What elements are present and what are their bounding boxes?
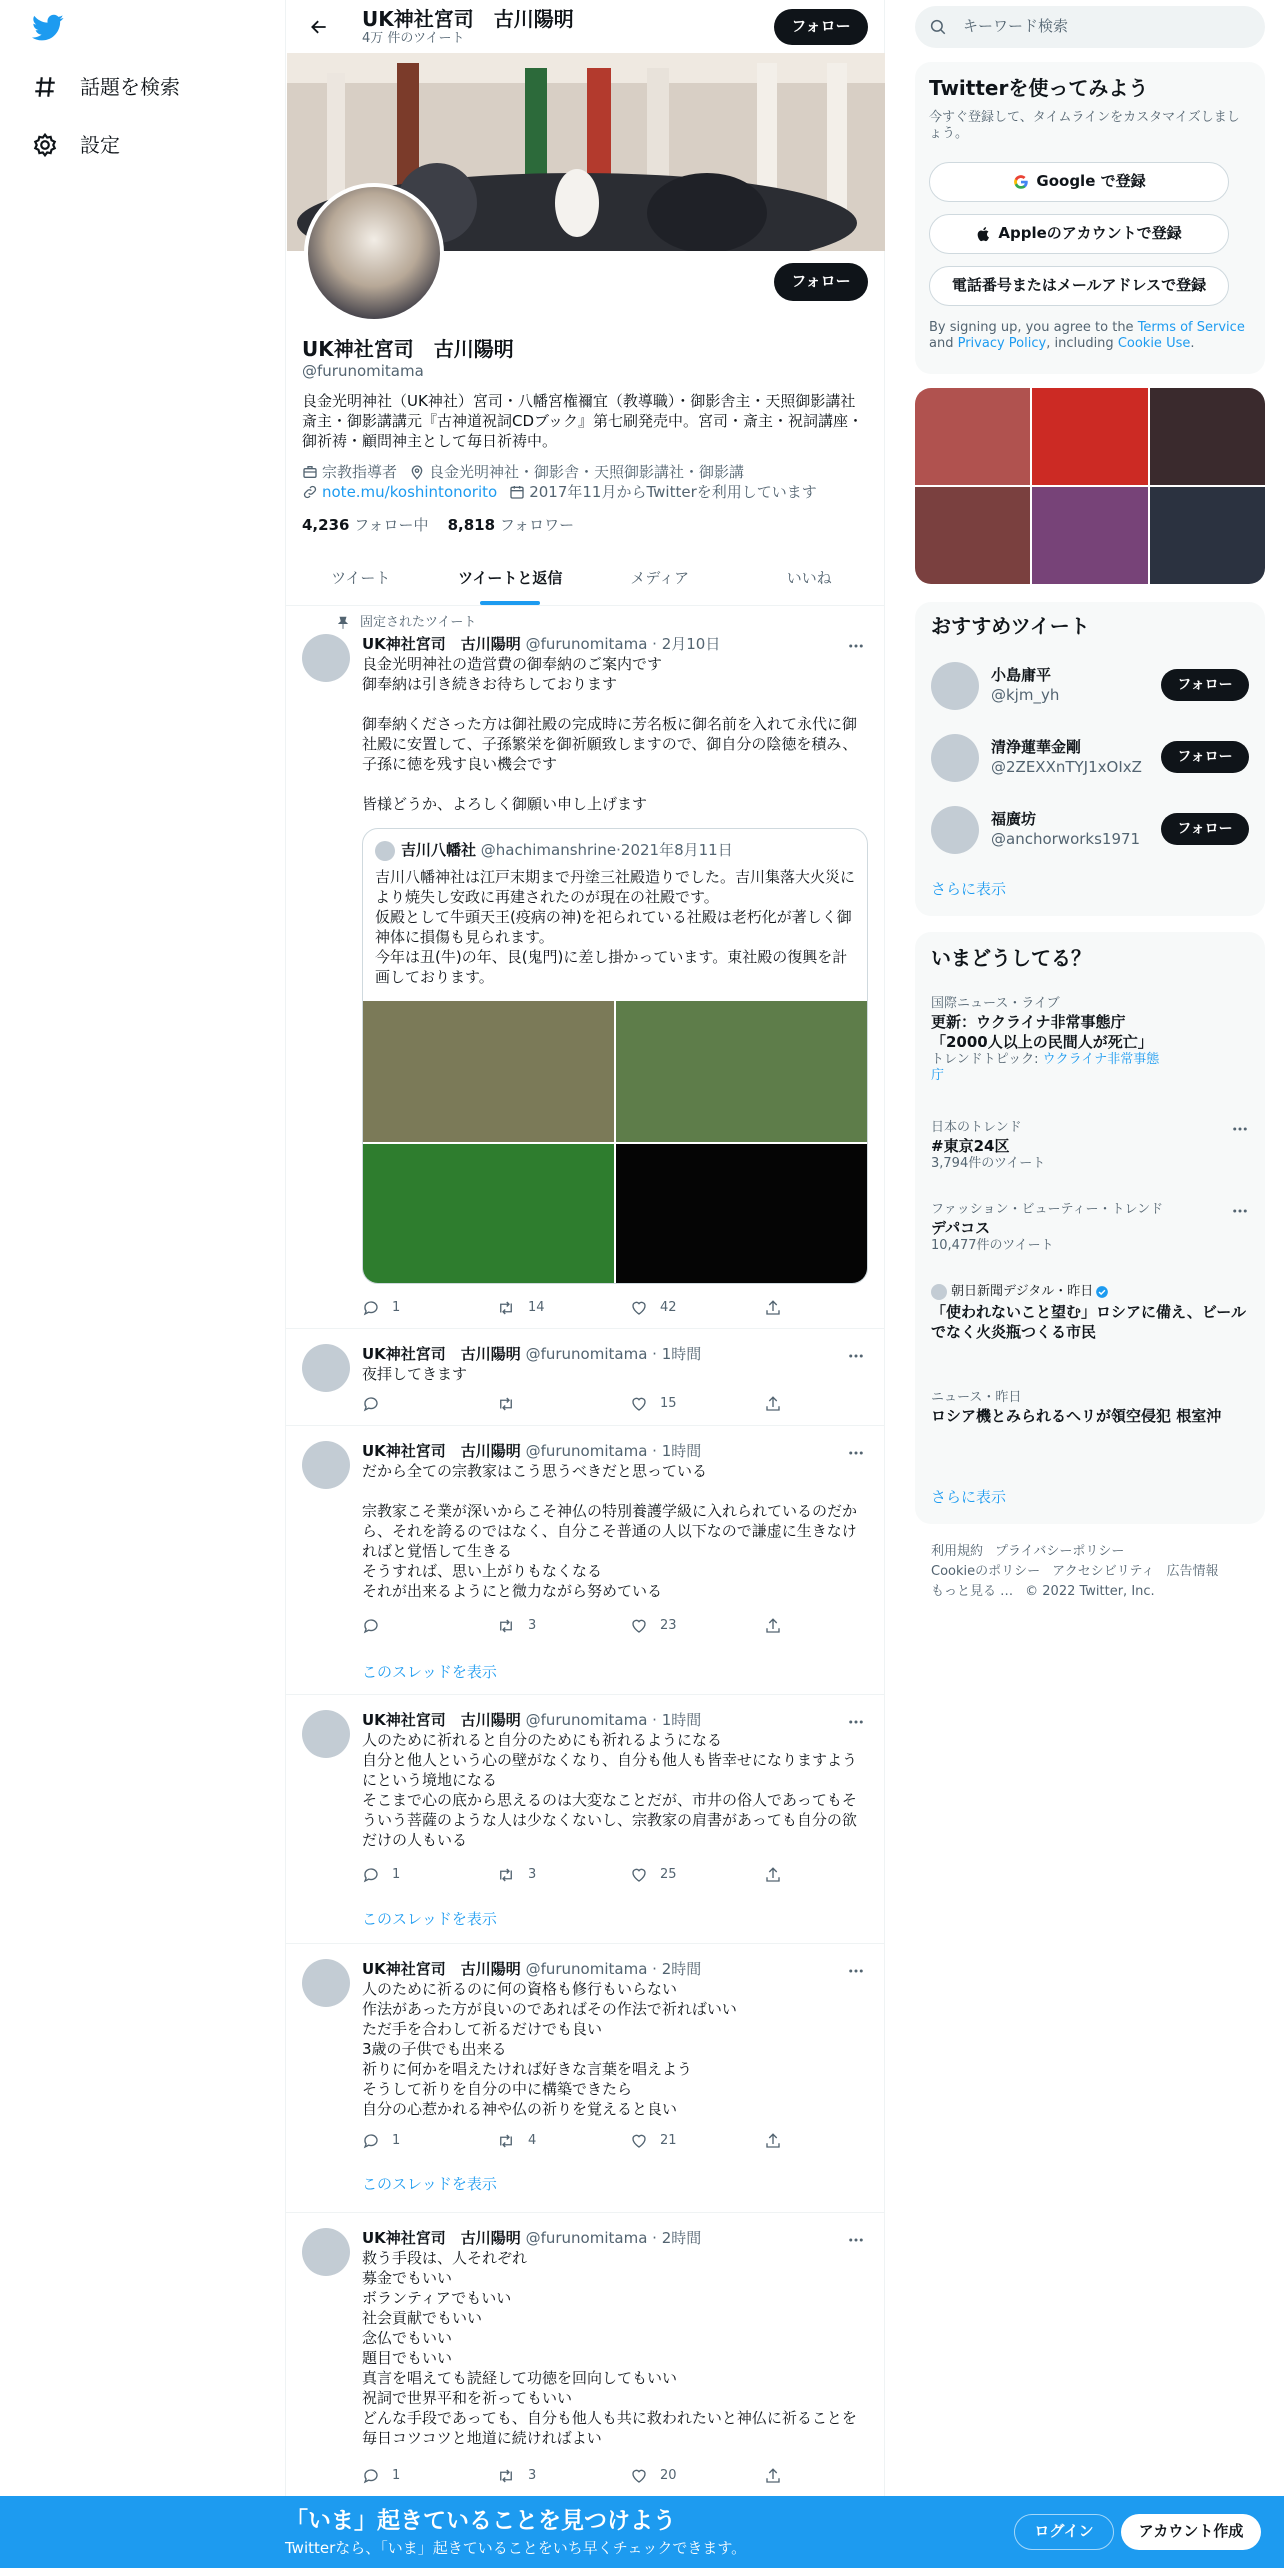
- footer-accessibility-link[interactable]: アクセシビリティ: [1052, 1564, 1155, 1579]
- profile-location: [409, 462, 744, 482]
- trend-count: 10,477件のツイート: [931, 1238, 1054, 1253]
- show-thread-link[interactable]: このスレッドを表示: [362, 1663, 497, 1681]
- trend-count: 3,794件のツイート: [931, 1156, 1046, 1171]
- retweet-count: 3: [528, 1867, 537, 1883]
- join-subtitle: 今すぐ登録して、タイムラインをカスタマイズしましょう。: [929, 110, 1240, 141]
- tweet-item[interactable]: [286, 1945, 884, 2213]
- heart-icon: [630, 2132, 660, 2150]
- quoted-avatar: [375, 841, 395, 861]
- media-thumb-2[interactable]: [1032, 388, 1147, 485]
- retweet-count: 3: [528, 2468, 537, 2484]
- tab-tweets[interactable]: ツイート: [331, 569, 391, 588]
- trends-title: いまどうしてる？: [931, 946, 1091, 970]
- nav-explore-label: 話題を検索: [80, 74, 180, 99]
- tweet-item[interactable]: [286, 606, 884, 1329]
- heart-icon: [630, 2467, 660, 2485]
- reply-icon: [362, 1866, 392, 1884]
- profile-meta: [302, 462, 870, 502]
- nav-settings[interactable]: [32, 125, 120, 165]
- tweet-avatar[interactable]: [302, 1441, 350, 1489]
- profile-joined-label: 2017年11月からTwitterを利用しています: [529, 483, 817, 501]
- footer-terms-link[interactable]: 利用規約: [931, 1544, 984, 1559]
- like-count: 23: [660, 1618, 677, 1634]
- google-signup-label: Google で登録: [1036, 172, 1146, 191]
- show-thread-link[interactable]: このスレッドを表示: [362, 2175, 497, 2193]
- header-follow-button[interactable]: フォロー: [774, 9, 868, 45]
- apple-icon: [976, 225, 998, 243]
- tweet-avatar[interactable]: [302, 1344, 350, 1392]
- reply-count: 1: [392, 2468, 401, 2484]
- share-button[interactable]: [764, 2466, 794, 2486]
- tweet-author-name[interactable]: UK神社宮司 古川陽明: [362, 2229, 521, 2247]
- suggestion-name: 小島庸平: [991, 666, 1052, 684]
- header-tweet-count: 4万 件のツイート: [362, 30, 465, 46]
- search-box[interactable]: [915, 6, 1265, 48]
- source-avatar: [931, 1284, 947, 1300]
- more-options-icon[interactable]: [846, 1443, 866, 1463]
- trends-panel: [915, 932, 1265, 1524]
- media-thumb-6[interactable]: [1150, 487, 1265, 584]
- retweet-icon: [496, 1866, 528, 1884]
- retweet-count: 14: [528, 1300, 545, 1316]
- reply-icon: [362, 1299, 392, 1317]
- recommended-show-more[interactable]: さらに表示: [931, 880, 1007, 898]
- tweet-item[interactable]: [286, 1330, 884, 1426]
- retweet-button[interactable]: [496, 1394, 630, 1414]
- apple-signup-label: Appleのアカウントで登録: [998, 224, 1182, 243]
- heart-icon: [630, 1395, 660, 1413]
- reply-count: 1: [392, 1867, 401, 1883]
- left-nav: [0, 0, 285, 2568]
- like-count: 21: [660, 2133, 677, 2149]
- more-options-icon[interactable]: [846, 1712, 866, 1732]
- nav-settings-label: 設定: [80, 132, 120, 157]
- suggestion-name: 清浄蓮華金剛: [991, 738, 1082, 756]
- suggestion-handle: @anchorworks1971: [991, 830, 1141, 848]
- nav-explore[interactable]: [32, 67, 180, 107]
- trend-category: ファッション・ビューティー・トレンド: [931, 1202, 1164, 1217]
- profile-category-label: 宗教指導者: [322, 463, 398, 481]
- suggestion-handle: @2ZEXXnTYJ1xOIxZ: [991, 758, 1142, 776]
- like-button[interactable]: [630, 2466, 764, 2486]
- quoted-tweet-header: 吉川八幡社 @hachimanshrine · 2021年8月11日: [375, 841, 733, 861]
- share-icon: [764, 1395, 794, 1413]
- tweet-time[interactable]: 1時間: [661, 1442, 702, 1460]
- tweet-handle[interactable]: @furunomitama: [525, 1442, 648, 1460]
- media-thumb-5[interactable]: [1032, 487, 1147, 584]
- trend-item[interactable]: [931, 996, 1249, 1084]
- share-button[interactable]: [764, 1394, 794, 1414]
- trend-title: 更新：ウクライナ非常事態庁 「2000人以上の民間人が死亡」: [931, 1013, 1153, 1051]
- login-button[interactable]: ログイン: [1014, 2514, 1114, 2550]
- suggestion-follow-button[interactable]: フォロー: [1161, 813, 1249, 845]
- tweet-avatar[interactable]: [302, 634, 350, 682]
- trend-category: 日本のトレンド: [931, 1120, 1022, 1135]
- like-button[interactable]: [630, 2131, 764, 2151]
- like-button[interactable]: [630, 1394, 764, 1414]
- tweet-text: 人のために祈れると自分のためにも祈れるようになる 自分と他人という心の壁がなくなり、自分も他人も皆幸せになりますようにという境地になる そこまで心の底から思えるのは大変なことだが、市井の俗人であってもそういう菩薩のような人は少なくないし、宗教家の肩書があっても自分の欲だけの人もいる: [362, 1731, 858, 1849]
- heart-icon: [630, 1866, 660, 1884]
- quoted-author-name: 吉川八幡社: [401, 841, 477, 860]
- like-button[interactable]: [630, 1616, 764, 1636]
- more-options-icon[interactable]: [846, 2230, 866, 2250]
- followers-count: 8,818: [447, 516, 496, 534]
- tweet-header: UK神社宮司 古川陽明 @furunomitama · 2時間: [362, 1960, 702, 1978]
- trend-category: ニュース・昨日: [931, 1390, 1022, 1405]
- recommended-title: おすすめツイート: [931, 614, 1090, 638]
- tweet-author-name[interactable]: UK神社宮司 古川陽明: [362, 1711, 521, 1729]
- profile-follow-button[interactable]: フォロー: [774, 263, 868, 301]
- tab-likes[interactable]: いいね: [786, 569, 832, 588]
- tweet-header: UK神社宮司 古川陽明 @furunomitama · 1時間: [362, 1442, 702, 1460]
- share-icon: [764, 1617, 794, 1635]
- tweet-handle[interactable]: @furunomitama: [525, 1711, 648, 1729]
- quoted-time: 2021年8月11日: [620, 841, 733, 860]
- briefcase-icon: [302, 464, 322, 480]
- link-icon: [302, 484, 322, 500]
- trend-title: 「使われないこと望む」ロシアに備え、ビールでなく火炎瓶つくる市民: [931, 1303, 1247, 1341]
- suggestion-item[interactable]: [931, 806, 1249, 854]
- terms-of-service-link[interactable]: Terms of Service: [1137, 320, 1245, 335]
- share-button[interactable]: [764, 1865, 794, 1885]
- tweet-text: 人のために祈るのに何の資格も修行もいらない 作法があった方が良いのであればその作法で祈ればいい ただ手を合わして祈るだけでも良い 3歳の子供でも出来る 祈りに何かを唱えたければ好きな言葉を唱えよう そうして祈りを自分の中に構築できたら 自分の心惹かれる神や仏の祈りを覚えると良い: [362, 1980, 737, 2118]
- tweet-item[interactable]: [286, 2214, 884, 2496]
- footer-ads-link[interactable]: 広告情報: [1166, 1564, 1219, 1579]
- bottom-bar-title: 「いま」起きていることを見つけよう: [285, 2508, 676, 2534]
- reply-button[interactable]: [362, 1616, 496, 1636]
- profile-handle: @furunomitama: [302, 362, 424, 380]
- quoted-handle: @hachimanshrine: [480, 841, 617, 860]
- search-placeholder: キーワード検索: [963, 17, 1069, 36]
- tweet-item[interactable]: [286, 1427, 884, 1695]
- suggestion-avatar[interactable]: [931, 662, 979, 710]
- quoted-photo-3[interactable]: [363, 1144, 614, 1285]
- more-options-icon[interactable]: [1231, 1120, 1249, 1138]
- retweet-button[interactable]: [496, 1616, 630, 1636]
- profile-tabs: [286, 553, 884, 606]
- tweet-time[interactable]: 1時間: [661, 1345, 702, 1363]
- pinned-text: 固定されたツイート: [360, 615, 477, 630]
- retweet-icon: [496, 1617, 528, 1635]
- trend-item[interactable]: [931, 1120, 1249, 1172]
- retweet-button[interactable]: [496, 1865, 630, 1885]
- following-link[interactable]: [302, 516, 429, 534]
- profile-joined: [509, 482, 817, 502]
- reply-button[interactable]: [362, 1394, 496, 1414]
- tweet-header: UK神社宮司 古川陽明 @furunomitama · 1時間: [362, 1711, 702, 1729]
- profile-stats: [302, 516, 574, 536]
- more-options-icon[interactable]: [846, 1961, 866, 1981]
- tweet-actions: [362, 2466, 802, 2486]
- share-icon: [764, 1866, 794, 1884]
- tweet-text: 夜拝してきます: [362, 1365, 468, 1383]
- reply-count: 1: [392, 1300, 401, 1316]
- suggestion-avatar[interactable]: [931, 806, 979, 854]
- trend-topic-label: トレンドトピック:: [931, 1052, 1043, 1067]
- share-icon: [764, 2467, 794, 2485]
- suggestion-follow-button[interactable]: フォロー: [1161, 741, 1249, 773]
- share-button[interactable]: [764, 2131, 794, 2151]
- reply-icon: [362, 2467, 392, 2485]
- trend-category: 朝日新聞デジタル・昨日: [951, 1284, 1094, 1299]
- tweet-avatar[interactable]: [302, 1959, 350, 2007]
- tweet-avatar[interactable]: [302, 2228, 350, 2276]
- tweet-text: だから全ての宗教家はこう思うべきだと思っている 宗教家こそ業が深いからこそ神仏の特別養護学級に入れられているのだから、それを誇るのではなく、自分こそ普通の人以下なので謙虚に生きなければと覚悟して生きる そうすれば、思い上がりもなくなる それが出来るようにと微力ながら努めている: [362, 1462, 858, 1600]
- retweet-count: 4: [528, 2133, 537, 2149]
- google-icon: [1012, 173, 1036, 191]
- tweet-handle[interactable]: @furunomitama: [525, 635, 648, 653]
- tweet-author-name[interactable]: UK神社宮司 古川陽明: [362, 635, 521, 653]
- reply-count: 1: [392, 2133, 401, 2149]
- header-profile-name: UK神社宮司 古川陽明: [362, 6, 574, 31]
- quoted-photo-2[interactable]: [616, 1001, 867, 1142]
- more-options-icon[interactable]: [846, 1346, 866, 1366]
- terms-text-c: , including: [1046, 336, 1118, 351]
- tweet-avatar[interactable]: [302, 1710, 350, 1758]
- privacy-policy-link[interactable]: Privacy Policy: [957, 336, 1047, 351]
- profile-name: UK神社宮司 古川陽明: [302, 337, 514, 361]
- retweet-button[interactable]: [496, 2131, 630, 2151]
- search-icon: [929, 18, 963, 36]
- media-thumb-1[interactable]: [915, 388, 1030, 485]
- quoted-tweet[interactable]: [362, 828, 868, 1284]
- terms-text-d: .: [1190, 336, 1195, 351]
- footer-links: [931, 1542, 1249, 1602]
- quoted-text: 吉川八幡神社は江戸末期まで丹塗三社殿造りでした。吉川集落大火災により焼失し安政に再建されたのが現在の社殿です。 仮殿として牛頭天王(疫病の神)を祀られている社殿は老朽化が著しく御神体に損傷も見られます。 今年は丑(牛)の年、艮(鬼門)に差し掛かっています。東社殿の復興を計画しております。: [375, 868, 856, 986]
- tab-media[interactable]: メディア: [630, 569, 690, 588]
- retweet-icon: [496, 2467, 528, 2485]
- share-icon: [764, 1299, 794, 1317]
- join-title: Twitterを使ってみよう: [929, 76, 1149, 100]
- like-count: 20: [660, 2468, 677, 2484]
- profile-media-grid: [915, 388, 1265, 584]
- tweet-actions: [362, 2131, 802, 2151]
- reply-icon: [362, 1617, 392, 1635]
- tweet-time[interactable]: 2月10日: [661, 635, 721, 653]
- profile-link[interactable]: [302, 482, 497, 502]
- reply-button[interactable]: [362, 2466, 496, 2486]
- footer-cookie-link[interactable]: Cookieのポリシー: [931, 1564, 1041, 1579]
- profile-category: [302, 462, 397, 482]
- tab-tweets-and-replies[interactable]: ツイートと返信: [436, 553, 586, 605]
- tweet-header: UK神社宮司 古川陽明 @furunomitama · 2月10日: [362, 635, 721, 653]
- verified-badge-icon: [1095, 1285, 1109, 1299]
- tweet-actions: [362, 1616, 802, 1636]
- trend-title: デパコス: [931, 1219, 991, 1237]
- quoted-photo-4[interactable]: [616, 1144, 867, 1285]
- reply-button[interactable]: [362, 1865, 496, 1885]
- trend-item[interactable]: [931, 1390, 1249, 1426]
- signup-terms: [929, 320, 1251, 352]
- twitter-logo-icon[interactable]: [32, 14, 64, 46]
- tweet-time[interactable]: 2時間: [661, 1960, 702, 1978]
- calendar-icon: [509, 484, 529, 500]
- join-panel: [915, 62, 1265, 374]
- profile-header-bar: [286, 0, 884, 53]
- profile-bio: 良金光明神社（UK神社）宮司・八幡宮権禰宜（教導職）・御影舎主・天照御影講社斎主・御影講講元『古神道祝詞CDブック』第七刷発売中。宮司・斎主・祝詞講座・御祈祷・顧問神主として毎日祈祷中。: [302, 392, 863, 450]
- terms-text-a: By signing up, you agree to the: [929, 320, 1138, 335]
- reply-icon: [362, 1395, 392, 1413]
- bottom-bar-subtitle: Twitterなら、「いま」起きていることをいち早くチェックできます。: [285, 2539, 747, 2557]
- location-pin-icon: [409, 464, 429, 480]
- footer-copyright: © 2022 Twitter, Inc.: [1025, 1584, 1155, 1599]
- tweet-handle[interactable]: @furunomitama: [525, 2229, 648, 2247]
- tweet-text: 良金光明神社の造営費の御奉納のご案内です 御奉納は引き続きお待ちしております 御奉納くださった方は御社殿の完成時に芳名板に御名前を入れて永代に御社殿に安置して、子孫繁栄を御祈願致しますので、御自分の陰徳を積み、子孫に徳を残す良い機会です 皆様どうか、よろしく御願い申し上げます: [362, 655, 858, 813]
- reply-button[interactable]: [362, 2131, 496, 2151]
- retweet-button[interactable]: [496, 1298, 630, 1318]
- tweet-actions: [362, 1394, 802, 1414]
- tweet-actions: [362, 1865, 802, 1885]
- suggestion-item[interactable]: [931, 662, 1249, 710]
- share-icon: [764, 2132, 794, 2150]
- show-thread-link[interactable]: このスレッドを表示: [362, 1910, 497, 1928]
- recommended-tweets-panel: [915, 602, 1265, 916]
- bottom-signup-bar: [0, 2496, 1284, 2568]
- tweet-item[interactable]: [286, 1696, 884, 1944]
- suggestion-follow-button[interactable]: フォロー: [1161, 669, 1249, 701]
- suggestion-handle: @kjm_yh: [991, 686, 1060, 704]
- suggestion-avatar[interactable]: [931, 734, 979, 782]
- quoted-media-grid: [363, 1001, 867, 1284]
- profile-location-label: 良金光明神社・御影舎・天照御影講社・御影講: [429, 463, 745, 481]
- tweet-handle[interactable]: @furunomitama: [525, 1345, 648, 1363]
- following-label: フォロー中: [354, 516, 429, 534]
- trend-title: #東京24区: [931, 1137, 1010, 1155]
- more-options-icon[interactable]: [1231, 1202, 1249, 1220]
- retweet-icon: [496, 1299, 528, 1317]
- like-count: 25: [660, 1867, 677, 1883]
- media-thumb-3[interactable]: [1150, 388, 1265, 485]
- retweet-icon: [496, 1395, 528, 1413]
- tweet-text: 救う手段は、人それぞれ 募金でもいい ボランティアでもいい 社会貢献でもいい 念仏でもいい 題目でもいい 真言を唱えても読経して功徳を回向してもいい 祝詞で世界平和を祈ってもいい どんな手段であっても、自分も他人も共に救われたいと神仏に祈ることを毎日コツコツと地道に続ければよい: [362, 2249, 857, 2447]
- share-button[interactable]: [764, 1616, 794, 1636]
- like-count: 15: [660, 1396, 677, 1412]
- following-count: 4,236: [302, 516, 350, 534]
- reply-button[interactable]: [362, 1298, 496, 1318]
- retweet-count: 3: [528, 1618, 537, 1634]
- tweet-author-name[interactable]: UK神社宮司 古川陽明: [362, 1345, 521, 1363]
- followers-label: フォロワー: [499, 516, 575, 534]
- trend-item[interactable]: [931, 1202, 1249, 1254]
- tweet-actions: [362, 1298, 802, 1318]
- tweet-time[interactable]: 2時間: [661, 2229, 702, 2247]
- heart-icon: [630, 1299, 660, 1317]
- apple-signup-button[interactable]: [929, 214, 1229, 254]
- phone-email-signup-button[interactable]: 電話番号またはメールアドレスで登録: [929, 266, 1229, 306]
- retweet-button[interactable]: [496, 2466, 630, 2486]
- trend-topic: [931, 1052, 1171, 1084]
- hashtag-icon: [32, 74, 80, 100]
- signup-button[interactable]: アカウント作成: [1121, 2514, 1261, 2550]
- reply-icon: [362, 2132, 392, 2150]
- trend-topic-link[interactable]: ウクライナ非常事態庁: [931, 1052, 1160, 1083]
- trend-category: 国際ニュース・ライブ: [931, 996, 1060, 1011]
- suggestion-name: 福廣坊: [991, 810, 1037, 828]
- cookie-use-link[interactable]: Cookie Use: [1117, 336, 1191, 351]
- trend-source: [931, 1284, 1249, 1300]
- back-arrow-icon[interactable]: [302, 10, 336, 44]
- terms-text-b: and: [929, 336, 958, 351]
- heart-icon: [630, 1617, 660, 1635]
- gear-icon: [32, 132, 80, 158]
- trend-item[interactable]: [931, 1284, 1249, 1342]
- profile-avatar[interactable]: [304, 183, 444, 323]
- like-button[interactable]: [630, 1865, 764, 1885]
- share-button[interactable]: [764, 1298, 794, 1318]
- tweet-handle[interactable]: @furunomitama: [525, 1960, 648, 1978]
- tweet-header: UK神社宮司 古川陽明 @furunomitama · 2時間: [362, 2229, 702, 2247]
- like-button[interactable]: [630, 1298, 764, 1318]
- google-signup-button[interactable]: [929, 162, 1229, 202]
- profile-column: [285, 0, 885, 2568]
- tweet-time[interactable]: 1時間: [661, 1711, 702, 1729]
- like-count: 42: [660, 1300, 677, 1316]
- tweet-header: UK神社宮司 古川陽明 @furunomitama · 1時間: [362, 1345, 702, 1363]
- trends-show-more[interactable]: さらに表示: [931, 1488, 1007, 1506]
- media-thumb-4[interactable]: [915, 487, 1030, 584]
- retweet-icon: [496, 2132, 528, 2150]
- footer-privacy-link[interactable]: プライバシーポリシー: [995, 1544, 1125, 1559]
- followers-link[interactable]: [448, 516, 575, 534]
- profile-link-label[interactable]: note.mu/koshintonorito: [322, 483, 498, 501]
- footer-more-link[interactable]: もっと見る …: [931, 1584, 1014, 1599]
- suggestion-item[interactable]: [931, 734, 1249, 782]
- quoted-photo-1[interactable]: [363, 1001, 614, 1142]
- tweet-author-name[interactable]: UK神社宮司 古川陽明: [362, 1442, 521, 1460]
- tweet-author-name[interactable]: UK神社宮司 古川陽明: [362, 1960, 521, 1978]
- trend-title: ロシア機とみられるヘリが領空侵犯 根室沖: [931, 1407, 1222, 1425]
- more-options-icon[interactable]: [846, 636, 866, 656]
